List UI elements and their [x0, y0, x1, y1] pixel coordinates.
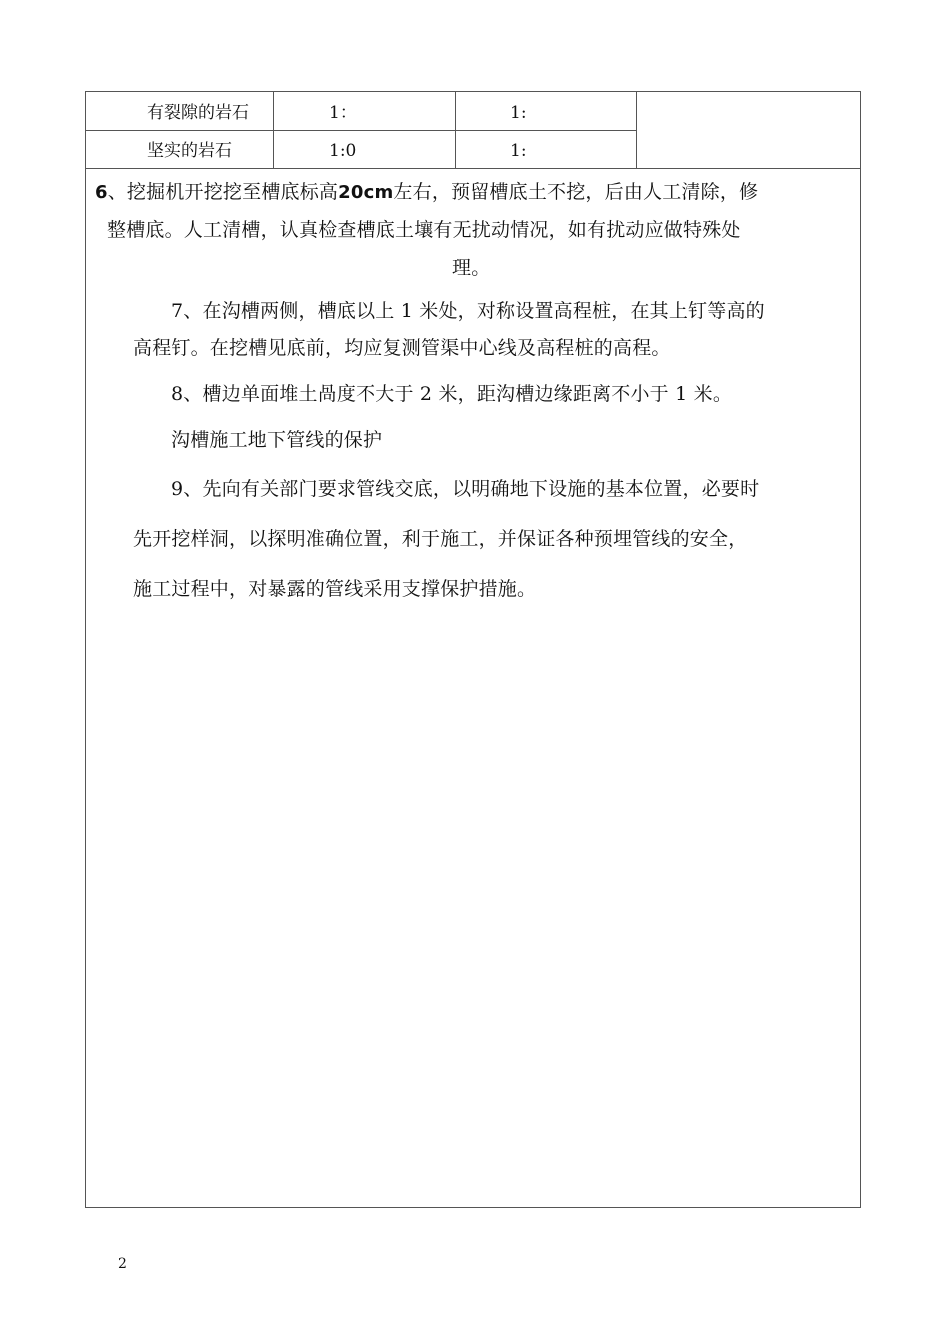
paragraph-6-line-3: 理。 — [452, 257, 491, 279]
table-row-divider — [86, 130, 637, 131]
table-cell-ratio: 1: — [510, 141, 527, 161]
table-cell-ratio: 1： — [329, 103, 357, 123]
table-col-divider — [636, 92, 637, 168]
table-cell-rock-type: 坚实的岩石 — [147, 141, 232, 161]
table-bottom-border — [86, 168, 861, 169]
paragraph-6-line-2: 整槽底。人工清槽，认真检查槽底土壤有无扰动情况，如有扰动应做特殊处 — [107, 219, 741, 241]
table-col-divider — [455, 92, 456, 168]
paragraph-9-line-3: 施工过程中，对暴露的管线采用支撑保护措施。 — [133, 578, 537, 600]
paragraph-8: 8、槽边单面堆土咼度不大于 2 米，距沟槽边缘距离不小于 1 米。 — [171, 383, 733, 405]
table-cell-ratio: 1:0 — [329, 141, 357, 161]
paragraph-6-number: 6 — [95, 182, 108, 203]
paragraph-6-line-1: 6、挖掘机开挖挖至槽底标高20cm左右，预留槽底土不挖，后由人工清除，修 — [95, 181, 759, 203]
paragraph-7-line-1: 7、在沟槽两侧，槽底以上 1 米处，对称设置高程桩，在其上钉等高的 — [171, 300, 765, 322]
page-number: 2 — [118, 1256, 127, 1272]
section-heading: 沟槽施工地下管线的保护 — [171, 429, 383, 451]
paragraph-7-line-2: 高程钉。在挖槽见底前，均应复测管渠中心线及高程桩的高程。 — [133, 337, 671, 359]
paragraph-9-line-1: 9、先向有关部门要求管线交底，以明确地下设施的基本位置，必要时 — [171, 478, 760, 500]
table-col-divider — [273, 92, 274, 168]
paragraph-9-line-2: 先开挖样洞，以探明准确位置，利于施工，并保证各种预埋管线的安全， — [133, 528, 748, 550]
table-cell-ratio: 1: — [510, 103, 527, 123]
table-cell-rock-type: 有裂隙的岩石 — [147, 103, 249, 123]
